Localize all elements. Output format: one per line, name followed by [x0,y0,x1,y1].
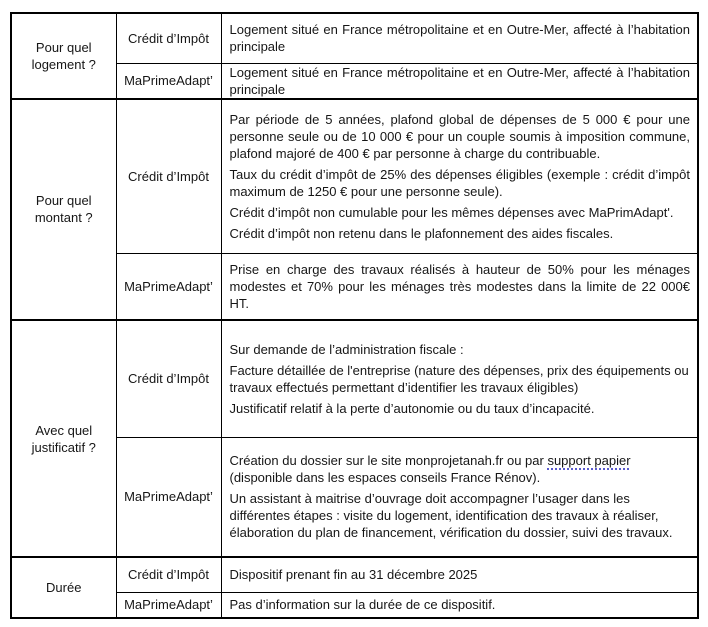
paragraph: Logement situé en France métropolitaine et en Outre-Mer, affecté à l’habitation principale [229,22,690,55]
paragraph-text: Création du dossier sur le site monprojetanah.fr ou par [229,453,548,469]
section-justificatif [11,320,698,557]
section-duree [11,557,698,618]
section-logement [11,13,698,99]
paragraph-text: (disponible dans les espaces conseils France Rénov). [229,470,541,486]
paragraph: Prise en charge des travaux réalisés à hauteur de 50% pour les ménages modestes et 70% pour les ménages très modestes dans la limite de 22 000€ HT. [229,262,690,311]
scheme-cell-credit-impot: Crédit d’Impôt [116,557,221,592]
section-montant [11,99,698,321]
paragraph: Taux du crédit d’impôt de 25% des dépenses éligibles (exemple : crédit d’impôt maximum de 1250 € pour une personne seule). [229,166,690,199]
paragraph: Dispositif prenant fin au 31 décembre 2025 [229,567,478,583]
paragraph [230,452,691,486]
paragraph: Un assistant à maitrise d’ouvrage doit accompagner l’usager dans les différentes étapes : visite du logement, identification des travaux à réaliser, élaboration du plan de financement, vérification du dossier, suivi des travaux. [229,491,673,541]
desc-cell [221,592,698,618]
category-cell-montant: Pour quel montant ? [11,99,116,321]
desc-cell [221,99,698,254]
paragraph: Pas d’information sur la durée de ce dispositif. [229,597,496,613]
desc-cell [221,320,698,437]
desc-cell [221,437,698,557]
desc-cell [221,13,698,63]
comparison-table [10,12,699,619]
scheme-cell-credit-impot: Crédit d’Impôt [116,13,221,63]
paragraph: Justificatif relatif à la perte d’autonomie ou du taux d’incapacité. [229,400,595,416]
paragraph: Logement situé en France métropolitaine et en Outre-Mer, affecté à l’habitation principale [229,64,690,97]
scheme-cell-credit-impot: Crédit d’Impôt [116,99,221,254]
paragraph: Crédit d’impôt non cumulable pour les mêmes dépenses avec MaPrimAdapt'. [229,204,674,220]
table-row [11,13,698,63]
category-cell-logement: Pour quel logement ? [11,13,116,99]
spellcheck-marked-text: support papier [547,453,631,469]
paragraph: Par période de 5 années, plafond global de dépenses de 5 000 € pour une personne seule ou de 10 000 € pour un couple soumis à imposition commune, plafond majoré de 400 € par personne à charge du contribuable. [229,111,690,161]
paragraph: Crédit d’impôt non retenu dans le plafonnement des aides fiscales. [229,225,614,241]
scheme-cell-maprimeadapt: MaPrimeAdapt’ [116,592,221,618]
scheme-cell-maprimeadapt: MaPrimeAdapt’ [116,437,221,557]
table-row [11,320,698,437]
category-cell-duree: Durée [11,557,116,618]
desc-cell [221,557,698,592]
table-row [11,99,698,254]
paragraph: Sur demande de l’administration fiscale : [229,341,464,357]
desc-cell [221,254,698,321]
category-cell-justificatif: Avec quel justificatif ? [11,320,116,557]
desc-cell [221,63,698,99]
table-row [11,557,698,592]
scheme-cell-credit-impot: Crédit d’Impôt [116,320,221,437]
paragraph: Facture détaillée de l'entreprise (nature des dépenses, prix des équipements ou travaux effectués permettant d’identifier les travaux éligibles) [229,362,689,395]
scheme-cell-maprimeadapt: MaPrimeAdapt’ [116,254,221,321]
scheme-cell-maprimeadapt: MaPrimeAdapt’ [116,63,221,99]
